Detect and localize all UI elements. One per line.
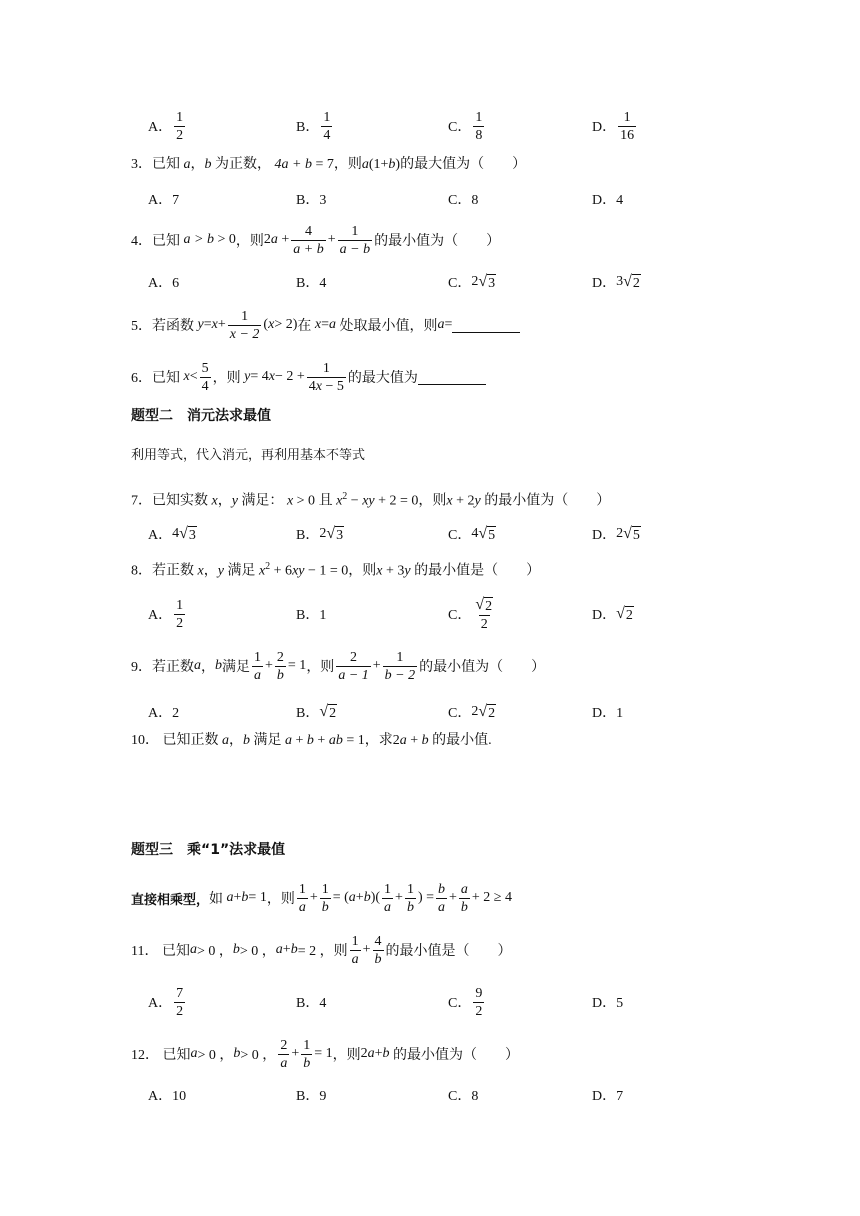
q7-option-c[interactable]: C． 4 √ 5 bbox=[448, 524, 496, 543]
q9-option-d[interactable]: D．1 bbox=[592, 706, 624, 721]
q9-option-b[interactable]: B． √ 2 bbox=[296, 702, 337, 721]
question-5: 5． 若函数 y = x + $\frac{1}{x - 2}$ ( x > 2) 在 x = a 处取最小值，则 a = bbox=[131, 303, 831, 347]
q3-option-b[interactable]: B．3 bbox=[296, 193, 327, 208]
option-letter: C． bbox=[448, 120, 472, 135]
q3-option-a[interactable]: A．7 bbox=[148, 193, 180, 208]
q3-options bbox=[0, 177, 860, 221]
q4-option-d[interactable]: D． 3 √ 2 bbox=[592, 272, 640, 291]
q8-option-d[interactable]: D． √ 2 bbox=[592, 604, 633, 623]
q11-option-c[interactable]: C． $\frac{9}{2}$ bbox=[448, 985, 483, 1019]
q9-option-a[interactable]: A．2 bbox=[148, 706, 180, 721]
q2-option-d[interactable] bbox=[592, 104, 638, 148]
question-10: 10． 已知正数 a，b 满足 a + b + ab = 1，求2a + b 的最小值. bbox=[131, 733, 492, 748]
section-3-lead: 直接相乘型， 如 a + b = 1 ，则 $\frac{1}{a}$ + $\frac{1}{b}$ = ( a + b )( $\frac{1}{a}$ + $\frac{1}{b}$ ) = $\frac{b}{a}$ + $\frac{a}{b}$ + 2 ≥ 4 bbox=[131, 881, 512, 915]
q12-option-d[interactable]: D．7 bbox=[592, 1089, 624, 1104]
q8-options bbox=[0, 592, 860, 636]
q7-option-d[interactable]: D． 2 √ 5 bbox=[592, 524, 640, 543]
numerator: 1 bbox=[323, 109, 331, 125]
q8-option-b[interactable]: B．1 bbox=[296, 608, 327, 623]
numerator: 1 bbox=[176, 109, 184, 125]
q12-option-c[interactable]: C．8 bbox=[448, 1089, 479, 1104]
denominator: 2 bbox=[176, 127, 184, 143]
question-7: 7．已知实数 x，y 满足： x > 0 且 $x^2$ − xy + 2 = 0，则x + 2y 的最小值为（ ） bbox=[131, 491, 611, 509]
question-4: 4． 已知 a > b > 0 ，则 2 a + $\frac{4}{a + b}$ + $\frac{1}{a - b}$ 的最小值为（ ） bbox=[131, 223, 501, 257]
question-3: 3．已知 a，b 为正数， 4a + b = 7，则a(1+b)的最大值为（ ） bbox=[131, 157, 527, 172]
q12-option-a[interactable]: A．10 bbox=[148, 1089, 187, 1104]
q8-option-a[interactable]: A． $\frac{1}{2}$ bbox=[148, 597, 184, 631]
section-3-title: 题型三 乘“1”法求最值 bbox=[131, 842, 286, 858]
question-12: 12． 已知 a > 0 ， b > 0 ， $\frac{2}{a}$ + $\frac{1}{b}$ = 1 ，则 2 a + b 的最小值为（ ） bbox=[131, 1037, 520, 1071]
q11-option-d[interactable]: D．5 bbox=[592, 996, 624, 1011]
section-2-description: 利用等式，代入消元，再利用基本不等式 bbox=[131, 448, 366, 463]
q12-options bbox=[0, 1073, 860, 1117]
q2-option-b[interactable] bbox=[296, 104, 334, 148]
q7-option-b[interactable]: B． 2 √ 3 bbox=[296, 524, 344, 543]
q8-option-c[interactable]: C． √ 2 2 bbox=[448, 595, 493, 632]
q12-option-b[interactable]: B．9 bbox=[296, 1089, 327, 1104]
q4-options bbox=[0, 260, 860, 304]
q2-option-a[interactable] bbox=[148, 104, 187, 148]
answer-blank[interactable] bbox=[418, 370, 486, 385]
denominator: 8 bbox=[475, 127, 483, 143]
answer-blank[interactable] bbox=[452, 318, 520, 333]
q11-option-b[interactable]: B．4 bbox=[296, 996, 327, 1011]
q7-options bbox=[0, 512, 860, 556]
q7-option-a[interactable]: A． 4 √ 3 bbox=[148, 524, 196, 543]
q9-option-c[interactable]: C． 2 √ 2 bbox=[448, 702, 496, 721]
q4-option-c[interactable]: C． 2 √ 3 bbox=[448, 272, 496, 291]
question-11: 11． 已知 a > 0 ， b > 0 ， a + b = 2 ，则 $\frac{1}{a}$ + $\frac{4}{b}$ 的最小值是（ ） bbox=[131, 933, 512, 967]
q4-option-a[interactable]: A．6 bbox=[148, 276, 180, 291]
option-letter: B． bbox=[296, 120, 320, 135]
q4-option-b[interactable]: B．4 bbox=[296, 276, 327, 291]
numerator: 1 bbox=[475, 109, 483, 125]
denominator: 4 bbox=[323, 127, 331, 143]
q2-option-c[interactable] bbox=[448, 104, 486, 148]
option-letter: A． bbox=[148, 120, 173, 135]
q11-option-a[interactable]: A． $\frac{7}{2}$ bbox=[148, 985, 184, 1019]
q9-options bbox=[0, 690, 860, 734]
numerator: 1 bbox=[623, 109, 631, 125]
q2-options bbox=[0, 104, 860, 148]
q3-option-c[interactable]: C．8 bbox=[448, 193, 479, 208]
question-8: 8．若正数 x，y 满足 $x^2 + 6xy - 1 = 0$，则x + 3y 的最小值是（ ） bbox=[131, 561, 541, 579]
q11-options bbox=[0, 980, 860, 1024]
question-9: 9． 若正数 a ， b 满足 $\frac{1}{a}$ + $\frac{2}{b}$ = 1 ，则 $\frac{2}{a - 1}$ + $\frac{1}{b - 2}$ 的最小值为（ ） bbox=[131, 649, 546, 683]
q3-option-d[interactable]: D．4 bbox=[592, 193, 624, 208]
option-letter: D． bbox=[592, 120, 617, 135]
denominator: 16 bbox=[620, 127, 635, 143]
question-6: 6． 已知 x < $\frac{5}{4}$ ，则 y = 4 x − 2 + $\frac{1}{4x - 5}$ 的最大值为 bbox=[131, 355, 831, 399]
section-2-title: 题型二 消元法求最值 bbox=[131, 408, 271, 424]
